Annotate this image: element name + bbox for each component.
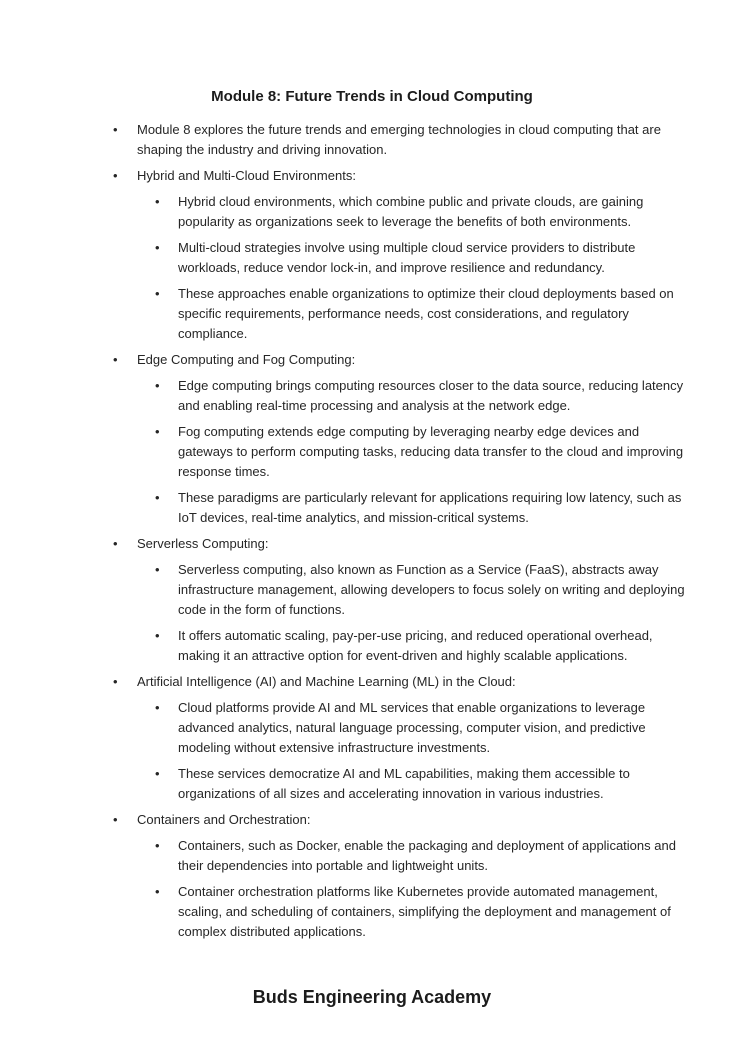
- list-item: [96, 626, 686, 666]
- bullet-icon: •: [155, 562, 160, 577]
- bullet-icon: •: [155, 700, 160, 715]
- bullet-icon: •: [113, 812, 118, 827]
- list-item-text: Serverless computing, also known as Function as a Service (FaaS), abstracts away infrastructure management, allowing developers to focus solely on writing and deploying code in the form of functions.: [178, 562, 685, 617]
- list-item-text: These approaches enable organizations to optimize their cloud deployments based on specific requirements, performance needs, cost considerations, and regulatory compliance.: [178, 286, 674, 341]
- list-item: [96, 166, 686, 186]
- bullet-icon: •: [155, 194, 160, 209]
- bullet-list: [96, 120, 688, 942]
- bullet-icon: •: [155, 378, 160, 393]
- bullet-icon: •: [113, 674, 118, 689]
- list-item-text: Module 8 explores the future trends and emerging technologies in cloud computing that are shaping the industry and driving innovation.: [137, 122, 661, 157]
- list-item: [96, 120, 686, 160]
- list-item-text: Hybrid and Multi-Cloud Environments:: [137, 168, 356, 183]
- list-item-text: Fog computing extends edge computing by leveraging nearby edge devices and gateways to perform computing tasks, reducing data transfer to the cloud and improving response times.: [178, 424, 684, 479]
- list-item-text: It offers automatic scaling, pay-per-use pricing, and reduced operational overhead, making it an attractive option for event-driven and highly scalable applications.: [178, 628, 653, 663]
- bullet-icon: •: [155, 424, 160, 439]
- list-item-text: Edge Computing and Fog Computing:: [137, 352, 356, 367]
- list-item-text: These services democratize AI and ML capabilities, making them accessible to organizations of all sizes and accelerating innovation in various industries.: [178, 766, 630, 801]
- list-item: [96, 560, 686, 620]
- list-item-text: Containers, such as Docker, enable the packaging and deployment of applications and their dependencies into portable and lightweight units.: [178, 838, 676, 873]
- bullet-icon: •: [155, 240, 160, 255]
- bullet-icon: •: [155, 490, 160, 505]
- list-item-text: Hybrid cloud environments, which combine public and private clouds, are gaining popularity as organizations seek to leverage the benefits of both environments.: [178, 194, 644, 229]
- list-item: [96, 810, 686, 830]
- bullet-icon: •: [155, 628, 160, 643]
- bullet-icon: •: [113, 122, 118, 137]
- bullet-icon: •: [113, 352, 118, 367]
- list-item: [96, 350, 686, 370]
- bullet-icon: •: [113, 168, 118, 183]
- list-item: [96, 192, 686, 232]
- list-item-text: Edge computing brings computing resources closer to the data source, reducing latency and enabling real-time processing and analysis at the network edge.: [178, 378, 684, 413]
- list-item: [96, 534, 686, 554]
- bullet-icon: •: [113, 536, 118, 551]
- list-item-text: Multi-cloud strategies involve using multiple cloud service providers to distribute workloads, reduce vendor lock-in, and improve resilience and redundancy.: [178, 240, 636, 275]
- list-item: [96, 238, 686, 278]
- list-item-text: Serverless Computing:: [137, 536, 269, 551]
- list-item-text: These paradigms are particularly relevant for applications requiring low latency, such as IoT devices, real-time analytics, and mission-critical systems.: [178, 490, 682, 525]
- list-item: [96, 422, 686, 482]
- list-item: [96, 284, 686, 344]
- bullet-icon: •: [155, 766, 160, 781]
- list-item: [96, 376, 686, 416]
- list-item-text: Containers and Orchestration:: [137, 812, 311, 827]
- list-item: [96, 672, 686, 692]
- list-item-text: Cloud platforms provide AI and ML services that enable organizations to leverage advanced analytics, natural language processing, computer vision, and predictive modeling without extensive infrastructure investments.: [178, 700, 646, 755]
- bullet-icon: •: [155, 838, 160, 853]
- page-title: Module 8: Future Trends in Cloud Computing: [211, 88, 533, 105]
- list-item: [96, 698, 686, 758]
- list-item-text: Container orchestration platforms like Kubernetes provide automated management, scaling, and scheduling of containers, simplifying the deployment and management of complex distributed applications.: [178, 884, 671, 939]
- list-item: [96, 882, 686, 942]
- list-item: [96, 764, 686, 804]
- page-footer: Buds Engineering Academy: [252, 987, 492, 1007]
- list-item-text: Artificial Intelligence (AI) and Machine Learning (ML) in the Cloud:: [137, 674, 516, 689]
- bullet-icon: •: [155, 884, 160, 899]
- bullet-icon: •: [155, 286, 160, 301]
- list-item: [96, 836, 686, 876]
- list-item: [96, 488, 686, 528]
